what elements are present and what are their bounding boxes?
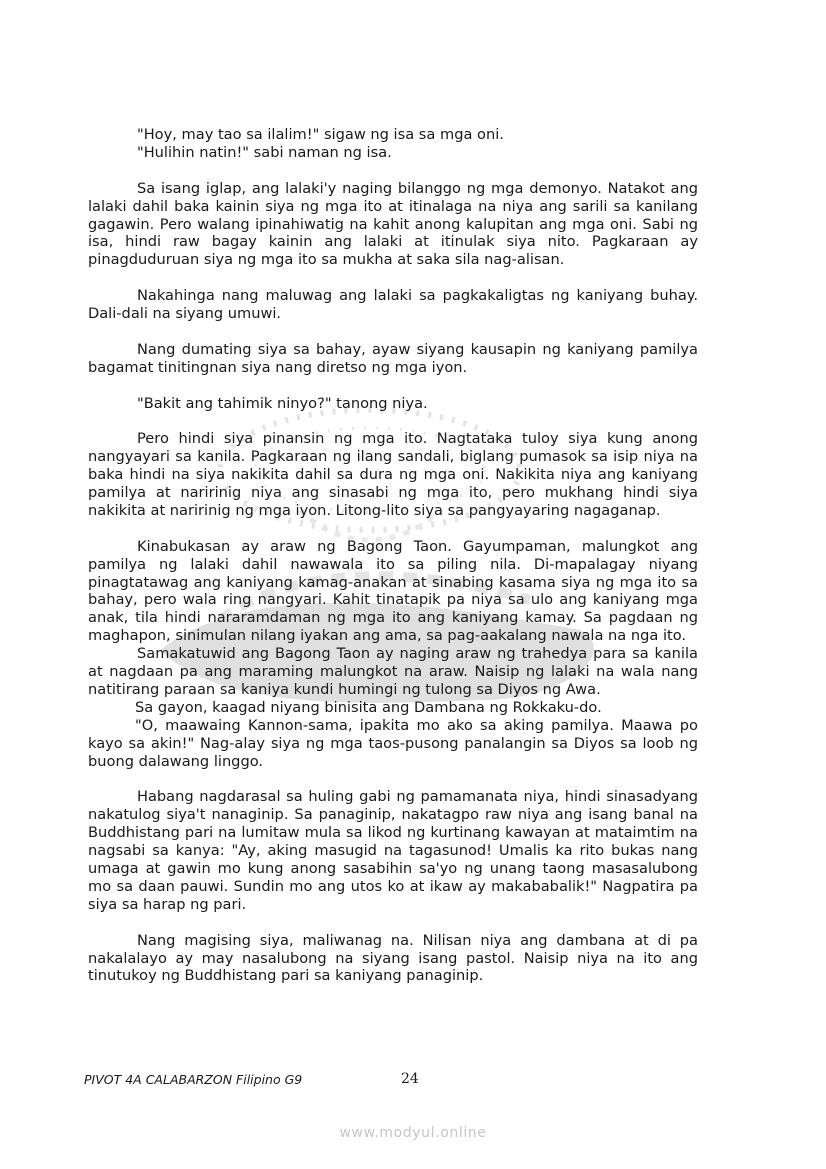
paragraph: Sa isang iglap, ang lalaki'y naging bilanggo ng mga demonyo. Natakot ang lalaki dahil baka kainin siya ng mga ito at itinalaga na niya ang sarili sa kanilang gagawin. Pero walang ipinahiwatig na kahit anong kalupitan ang mga oni. Sabi ng isa, hindi raw bagay kainin ang lalaki at itinulak siya nito. Pagkaraan ay pinagduduruan siya ng mga ito sa mukha at saka sila nag-alisan. <box>88 179 698 269</box>
paragraph-spacer <box>88 520 698 538</box>
paragraph: Pero hindi siya pinansin ng mga ito. Nagtataka tuloy siya kung anong nangyayari sa kanila. Pagkaraan ng ilang sandali, biglang pumasok sa isip niya na baka hindi na siya nakikita dahil sa dura ng mga oni. Nakikita niya ang kaniyang pamilya at naririnig niya ang sinasabi ng mga ito, pero mukhang hindi siya nakikita at naririnig ng mga iyon. Litong-lito siya sa pangyayaring nagaganap. <box>88 430 698 519</box>
paragraph-spacer <box>88 323 698 341</box>
paragraph-spacer <box>88 377 698 395</box>
paragraph: Samakatuwid ang Bagong Taon ay naging araw ng trahedya para sa kanila at nagdaan pa ang maraming malungkot na araw. Naisip ng lalaki na wala nang natitirang paraan sa kaniya kundi humingi ng tulong sa Diyos ng Awa. <box>88 645 698 698</box>
paragraph: Nakahinga nang maluwag ang lalaki sa pagkakaligtas ng kaniyang buhay. Dali-dali na siyang umuwi. <box>88 287 698 323</box>
paragraph: "O, maawaing Kannon-sama, ipakita mo ako sa aking pamilya. Maawa po kayo sa akin!" Nag-alay siya ng mga taos-pusong panalangin sa Diyos sa loob ng buong dalawang linggo. <box>88 716 698 770</box>
paragraph: "Bakit ang tahimik ninyo?" tanong niya. <box>137 394 428 412</box>
module-label: PIVOT 4A CALABARZON Filipino G9 <box>84 1072 303 1087</box>
paragraph: Kinabukasan ay araw ng Bagong Taon. Gayumpaman, malungkot ang pamilya ng lalaki dahil nawawala ito sa piling nila. Di-mapalagay niyang pinagtatawag ang kaniyang kamag-anakan at sinabing kasama siya ng mga ito sa bahay, pero wala ring nangyari. Kahit tinatapik pa niya sa ulo ang kaniyang mga anak, tila hindi nararamdaman ng mga ito ang kaniyang kamay. Sa pagdaan ng maghapon, sinimulan nilang iyakan ang ama, sa pag-aakalang nawala na nga ito. <box>88 537 698 645</box>
paragraph-spacer <box>88 412 698 430</box>
paragraph: Sa gayon, kaagad niyang binisita ang Dambana ng Rokkaku-do. <box>135 698 602 716</box>
paragraph-spacer <box>88 269 698 287</box>
paragraph: Nang magising siya, maliwanag na. Nilisan niya ang dambana at di pa nakalalayo ay may nasalubong na siyang isang pastol. Naisip niya na ito ang tinutukoy ng Buddhistang pari sa kaniyang panaginip. <box>88 931 698 985</box>
paragraph: Habang nagdarasal sa huling gabi ng pamamanata niya, hindi sinasadyang nakatulog siya't nanaginip. Sa panaginip, nakatagpo raw niya ang isang banal na Buddhistang pari na lumitaw mula sa likod ng kurtinang kawayan at mataimtim na nagsabi sa kanya: "Ay, aking masugid na tagasunod! Umalis ka rito bukas nang umaga at gawin mo kung anong sasabihin sa'yo ng unang taong masasalubong mo sa daan pauwi. Sundin mo ang utos ko at ikaw ay makababalik!" Nagpatira pa siya sa harap ng pari. <box>88 788 698 913</box>
page-number: 24 <box>401 1071 419 1087</box>
paragraph: "Hoy, may tao sa ilalim!" sigaw ng isa sa mga oni. <box>137 126 504 143</box>
paragraph-spacer <box>88 914 698 932</box>
site-watermark: www.modyul.online <box>339 1125 487 1141</box>
document-body <box>88 126 698 985</box>
paragraph: Nang dumating siya sa bahay, ayaw siyang kausapin ng kaniyang pamilya bagamat tinitingnan siya nang diretso ng mga iyon. <box>88 340 698 376</box>
paragraph-spacer <box>88 771 698 789</box>
paragraph: "Hulihin natin!" sabi naman ng isa. <box>137 143 392 161</box>
paragraph-spacer <box>88 162 698 180</box>
